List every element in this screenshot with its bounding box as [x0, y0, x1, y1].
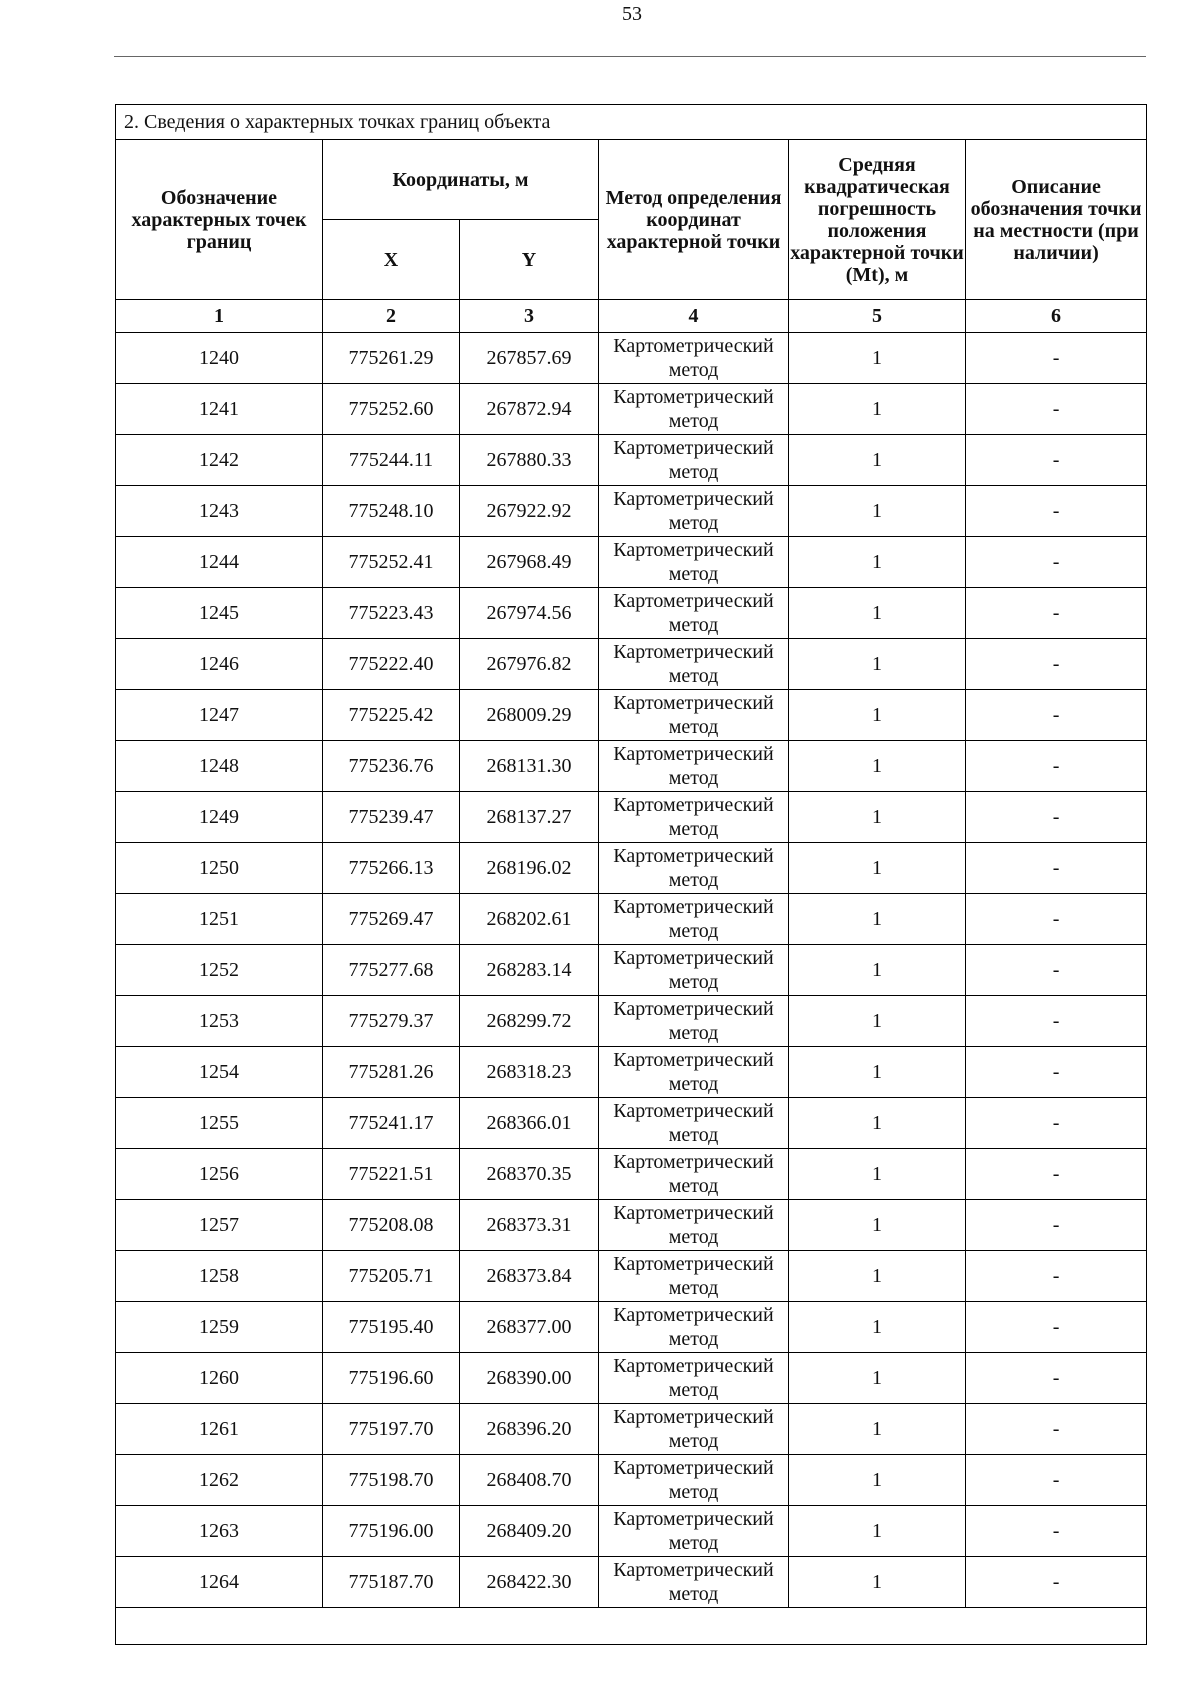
cell-error: 1	[789, 894, 966, 945]
cell-x: 775222.40	[323, 639, 460, 690]
cell-error: 1	[789, 1047, 966, 1098]
cell-method: Картометрический метод	[599, 588, 789, 639]
cell-method: Картометрический метод	[599, 1047, 789, 1098]
table-row	[116, 843, 1147, 894]
cell-x: 775244.11	[323, 435, 460, 486]
cell-point-id: 1256	[116, 1149, 323, 1200]
table-row	[116, 1353, 1147, 1404]
header-row-top	[116, 140, 1147, 220]
cell-point-id: 1253	[116, 996, 323, 1047]
cell-method: Картометрический метод	[599, 1455, 789, 1506]
cell-description: -	[966, 1251, 1147, 1302]
cell-method: Картометрический метод	[599, 894, 789, 945]
table-row	[116, 588, 1147, 639]
table-row	[116, 333, 1147, 384]
cell-method: Картометрический метод	[599, 1149, 789, 1200]
cell-x: 775261.29	[323, 333, 460, 384]
cell-error: 1	[789, 1455, 966, 1506]
header-error: Средняя квадратическая погрешность положения характерной точки (Mt), м	[789, 140, 966, 300]
column-numbers-row	[116, 300, 1147, 333]
cell-x: 775208.08	[323, 1200, 460, 1251]
cell-x: 775223.43	[323, 588, 460, 639]
cell-error: 1	[789, 741, 966, 792]
cell-method: Картометрический метод	[599, 486, 789, 537]
cell-y: 268131.30	[460, 741, 599, 792]
cell-point-id: 1246	[116, 639, 323, 690]
cell-point-id: 1252	[116, 945, 323, 996]
cell-point-id: 1247	[116, 690, 323, 741]
cell-point-id: 1260	[116, 1353, 323, 1404]
cell-point-id: 1250	[116, 843, 323, 894]
column-number: 5	[789, 300, 966, 333]
cell-error: 1	[789, 486, 966, 537]
cell-error: 1	[789, 537, 966, 588]
table-row	[116, 486, 1147, 537]
cell-x: 775239.47	[323, 792, 460, 843]
cell-description: -	[966, 333, 1147, 384]
cell-y: 268318.23	[460, 1047, 599, 1098]
cell-x: 775205.71	[323, 1251, 460, 1302]
cell-description: -	[966, 639, 1147, 690]
cell-x: 775197.70	[323, 1404, 460, 1455]
cell-y: 268396.20	[460, 1404, 599, 1455]
cell-method: Картометрический метод	[599, 333, 789, 384]
table-row	[116, 1149, 1147, 1200]
cell-method: Картометрический метод	[599, 384, 789, 435]
cell-x: 775252.41	[323, 537, 460, 588]
cell-x: 775221.51	[323, 1149, 460, 1200]
cell-y: 268366.01	[460, 1098, 599, 1149]
table-row	[116, 792, 1147, 843]
cell-description: -	[966, 1098, 1147, 1149]
cell-x: 775225.42	[323, 690, 460, 741]
cell-description: -	[966, 945, 1147, 996]
cell-x: 775277.68	[323, 945, 460, 996]
cell-description: -	[966, 537, 1147, 588]
cell-x: 775195.40	[323, 1302, 460, 1353]
cell-point-id: 1243	[116, 486, 323, 537]
cell-error: 1	[789, 435, 966, 486]
cell-x: 775266.13	[323, 843, 460, 894]
table-row	[116, 1557, 1147, 1608]
cell-method: Картометрический метод	[599, 1098, 789, 1149]
cell-point-id: 1257	[116, 1200, 323, 1251]
cell-description: -	[966, 1302, 1147, 1353]
cell-y: 268283.14	[460, 945, 599, 996]
column-number: 3	[460, 300, 599, 333]
cell-error: 1	[789, 1200, 966, 1251]
cell-error: 1	[789, 588, 966, 639]
cell-y: 268137.27	[460, 792, 599, 843]
boundary-points-table	[115, 104, 1147, 1645]
cell-description: -	[966, 1200, 1147, 1251]
cell-y: 268422.30	[460, 1557, 599, 1608]
cell-method: Картометрический метод	[599, 639, 789, 690]
cell-method: Картометрический метод	[599, 1506, 789, 1557]
cell-method: Картометрический метод	[599, 1251, 789, 1302]
cell-x: 775281.26	[323, 1047, 460, 1098]
table-caption: 2. Сведения о характерных точках границ объекта	[116, 105, 1147, 140]
table-row	[116, 996, 1147, 1047]
cell-x: 775248.10	[323, 486, 460, 537]
table-row	[116, 1302, 1147, 1353]
cell-description: -	[966, 894, 1147, 945]
cell-point-id: 1249	[116, 792, 323, 843]
cell-y: 267872.94	[460, 384, 599, 435]
cell-x: 775187.70	[323, 1557, 460, 1608]
cell-x: 775196.00	[323, 1506, 460, 1557]
cell-description: -	[966, 690, 1147, 741]
header-coordinates: Координаты, м	[323, 140, 599, 220]
cell-method: Картометрический метод	[599, 1302, 789, 1353]
table-caption-row	[116, 105, 1147, 140]
header-method: Метод определения координат характерной точки	[599, 140, 789, 300]
cell-point-id: 1263	[116, 1506, 323, 1557]
cell-error: 1	[789, 1404, 966, 1455]
cell-error: 1	[789, 1353, 966, 1404]
cell-description: -	[966, 1353, 1147, 1404]
cell-error: 1	[789, 639, 966, 690]
table-row	[116, 741, 1147, 792]
cell-point-id: 1264	[116, 1557, 323, 1608]
table-row	[116, 1200, 1147, 1251]
cell-y: 267857.69	[460, 333, 599, 384]
cell-error: 1	[789, 1302, 966, 1353]
table-row	[116, 1098, 1147, 1149]
cell-point-id: 1261	[116, 1404, 323, 1455]
table-row	[116, 1251, 1147, 1302]
table-row	[116, 945, 1147, 996]
column-number: 4	[599, 300, 789, 333]
table-row	[116, 894, 1147, 945]
cell-description: -	[966, 588, 1147, 639]
table-row	[116, 1404, 1147, 1455]
cell-description: -	[966, 1455, 1147, 1506]
cell-y: 268370.35	[460, 1149, 599, 1200]
cell-method: Картометрический метод	[599, 1404, 789, 1455]
cell-x: 775236.76	[323, 741, 460, 792]
cell-description: -	[966, 1557, 1147, 1608]
cell-point-id: 1258	[116, 1251, 323, 1302]
table-footer-cell	[116, 1608, 1147, 1645]
cell-error: 1	[789, 333, 966, 384]
header-x: X	[323, 220, 460, 300]
cell-x: 775241.17	[323, 1098, 460, 1149]
header-designation: Обозначение характерных точек границ	[116, 140, 323, 300]
cell-method: Картометрический метод	[599, 945, 789, 996]
cell-x: 775279.37	[323, 996, 460, 1047]
table-body	[116, 105, 1147, 1645]
cell-point-id: 1251	[116, 894, 323, 945]
cell-y: 268377.00	[460, 1302, 599, 1353]
cell-error: 1	[789, 1557, 966, 1608]
header-description: Описание обозначения точки на местности (при наличии)	[966, 140, 1147, 300]
column-number: 2	[323, 300, 460, 333]
cell-point-id: 1255	[116, 1098, 323, 1149]
cell-point-id: 1244	[116, 537, 323, 588]
header-rule	[114, 56, 1146, 57]
cell-method: Картометрический метод	[599, 741, 789, 792]
cell-error: 1	[789, 1251, 966, 1302]
table-footer-row	[116, 1608, 1147, 1645]
cell-y: 267968.49	[460, 537, 599, 588]
table-row	[116, 1047, 1147, 1098]
cell-description: -	[966, 741, 1147, 792]
cell-error: 1	[789, 996, 966, 1047]
cell-method: Картометрический метод	[599, 996, 789, 1047]
cell-y: 268390.00	[460, 1353, 599, 1404]
cell-y: 268373.84	[460, 1251, 599, 1302]
cell-description: -	[966, 435, 1147, 486]
cell-method: Картометрический метод	[599, 792, 789, 843]
table-row	[116, 690, 1147, 741]
cell-y: 268408.70	[460, 1455, 599, 1506]
cell-description: -	[966, 843, 1147, 894]
cell-method: Картометрический метод	[599, 690, 789, 741]
table-row	[116, 1455, 1147, 1506]
cell-x: 775269.47	[323, 894, 460, 945]
cell-method: Картометрический метод	[599, 843, 789, 894]
cell-point-id: 1254	[116, 1047, 323, 1098]
cell-point-id: 1242	[116, 435, 323, 486]
cell-point-id: 1248	[116, 741, 323, 792]
table-row	[116, 435, 1147, 486]
column-number: 6	[966, 300, 1147, 333]
cell-method: Картометрический метод	[599, 537, 789, 588]
cell-y: 267976.82	[460, 639, 599, 690]
cell-y: 267880.33	[460, 435, 599, 486]
cell-method: Картометрический метод	[599, 1557, 789, 1608]
cell-point-id: 1262	[116, 1455, 323, 1506]
cell-method: Картометрический метод	[599, 435, 789, 486]
cell-y: 268299.72	[460, 996, 599, 1047]
cell-y: 267974.56	[460, 588, 599, 639]
cell-error: 1	[789, 384, 966, 435]
cell-description: -	[966, 1506, 1147, 1557]
cell-y: 268373.31	[460, 1200, 599, 1251]
header-y: Y	[460, 220, 599, 300]
cell-error: 1	[789, 792, 966, 843]
cell-y: 268202.61	[460, 894, 599, 945]
cell-y: 268196.02	[460, 843, 599, 894]
table-row	[116, 537, 1147, 588]
column-number: 1	[116, 300, 323, 333]
cell-error: 1	[789, 1506, 966, 1557]
cell-error: 1	[789, 690, 966, 741]
table-row	[116, 639, 1147, 690]
page-number: 53	[622, 3, 642, 25]
cell-error: 1	[789, 1098, 966, 1149]
cell-point-id: 1240	[116, 333, 323, 384]
cell-error: 1	[789, 1149, 966, 1200]
cell-x: 775252.60	[323, 384, 460, 435]
cell-y: 267922.92	[460, 486, 599, 537]
cell-description: -	[966, 1047, 1147, 1098]
cell-y: 268009.29	[460, 690, 599, 741]
cell-method: Картометрический метод	[599, 1353, 789, 1404]
cell-description: -	[966, 1404, 1147, 1455]
cell-description: -	[966, 384, 1147, 435]
cell-point-id: 1245	[116, 588, 323, 639]
table-row	[116, 384, 1147, 435]
cell-error: 1	[789, 843, 966, 894]
cell-description: -	[966, 792, 1147, 843]
cell-point-id: 1241	[116, 384, 323, 435]
cell-y: 268409.20	[460, 1506, 599, 1557]
cell-description: -	[966, 1149, 1147, 1200]
cell-description: -	[966, 486, 1147, 537]
cell-point-id: 1259	[116, 1302, 323, 1353]
cell-error: 1	[789, 945, 966, 996]
cell-method: Картометрический метод	[599, 1200, 789, 1251]
cell-description: -	[966, 996, 1147, 1047]
cell-x: 775196.60	[323, 1353, 460, 1404]
table-row	[116, 1506, 1147, 1557]
cell-x: 775198.70	[323, 1455, 460, 1506]
